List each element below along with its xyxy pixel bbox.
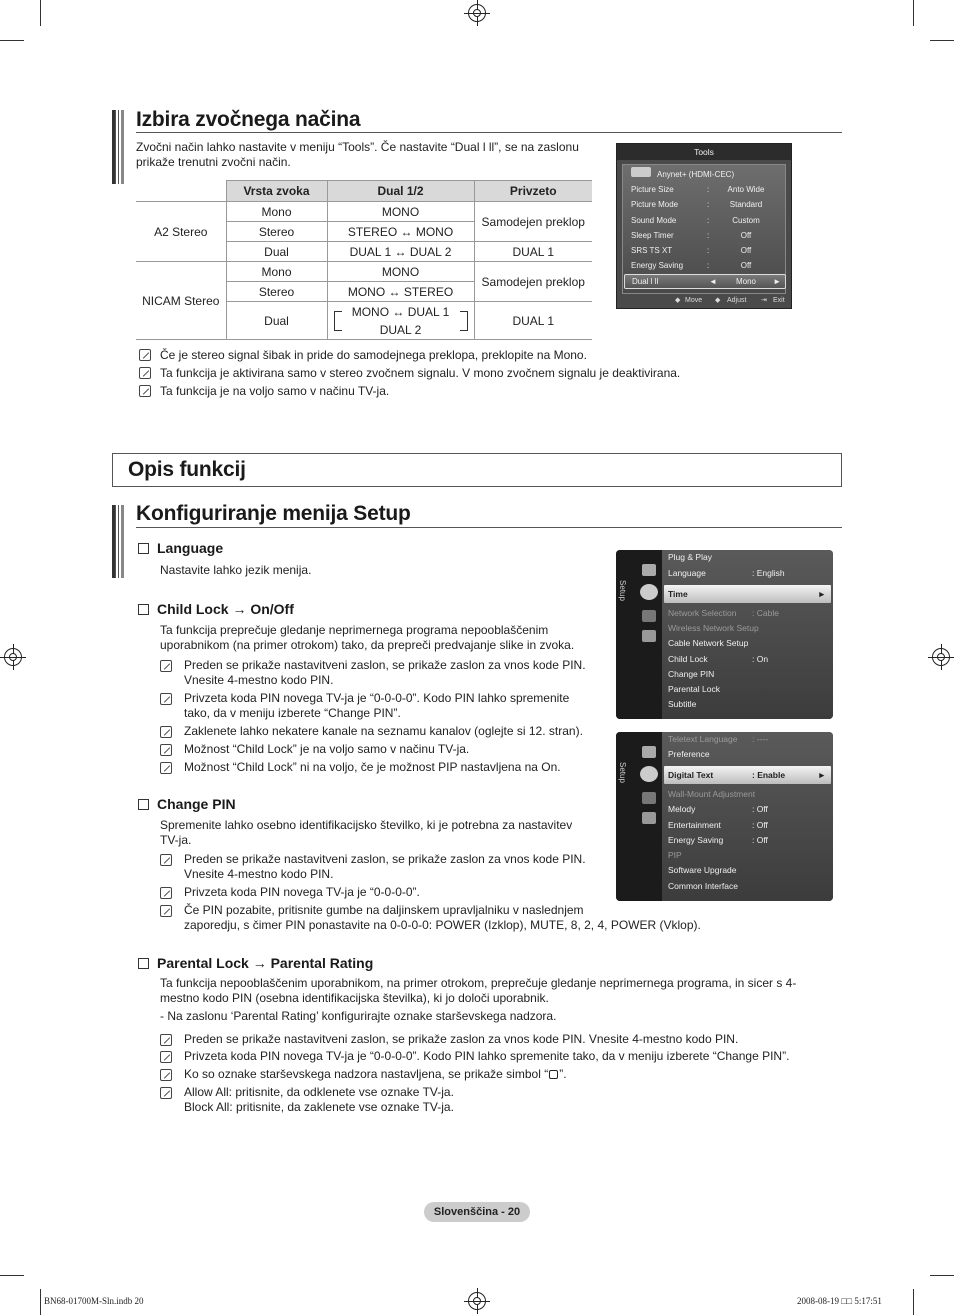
note-text: Preden se prikaže nastavitveni zaslon, se prikaže zaslon za vnos kode PIN. Vnesite 4-mestno kodo PIN.: [184, 1032, 739, 1046]
dual-cycle-top: MONO ↔ DUAL 1: [351, 304, 450, 319]
note-icon: [160, 762, 172, 774]
crop-mark: [930, 40, 954, 41]
note-text: Možnost “Child Lock” je na voljo samo v načinu TV-ja.: [184, 742, 470, 756]
sound-intro-text: Zvočni način lahko nastavite v meniju “Tools”. Če nastavite “Dual l ll”, se na zaslonu prikaže trenutni zvočni način.: [136, 140, 579, 169]
checkbox-icon: [138, 543, 149, 554]
table-cell: Mono: [226, 202, 327, 222]
lock-icon: [549, 1070, 558, 1079]
registration-mark-icon: [932, 648, 950, 666]
table-cell: MONO: [327, 262, 474, 282]
checkbox-icon: [138, 958, 149, 969]
subheading-child-lock: Child Lock → On/Off: [138, 601, 294, 617]
table-cell: Stereo: [226, 282, 327, 302]
subheading-language: Language: [138, 540, 223, 556]
note-icon: [160, 744, 172, 756]
application-icon: [642, 812, 656, 824]
table-cell: DUAL 1: [474, 242, 592, 262]
menu-item[interactable]: Subtitle: [668, 699, 697, 709]
heading-rule: [136, 527, 842, 528]
menu-item[interactable]: Common Interface: [668, 881, 738, 891]
menu-side-label: Setup: [618, 762, 627, 783]
heading-bar-mark: [112, 505, 124, 578]
menu-item[interactable]: Language : English: [668, 568, 785, 578]
crop-mark: [913, 0, 914, 26]
cycle-bracket: [460, 311, 468, 331]
note-text: Zaklenete lahko nekatere kanale na seznamu kanalov (oglejte si 12. stran).: [184, 724, 583, 738]
note-text: Ko so oznake starševskega nadzora nastavljena, se prikaže simbol “ ”.: [184, 1067, 567, 1081]
file-name-meta: BN68-01700M-Sln.indb 20: [44, 1296, 144, 1306]
note-text: Privzeta koda PIN novega TV-ja je “0-0-0-0”. Kodo PIN lahko spremenite tako, da v meniju izberete “Change PIN”.: [184, 1049, 790, 1063]
checkbox-icon: [138, 604, 149, 615]
heading-bar-mark: [112, 110, 124, 184]
tools-row: Anynet+ (HDMI-CEC): [657, 170, 735, 179]
table-cell: STEREO ↔ MONO: [327, 222, 474, 242]
setup-menu-screenshot-2: [616, 732, 833, 901]
parental-lock-dash-text: - Na zaslonu ‘Parental Rating’ konfigurirajte oznake starševskega nadzora.: [160, 1009, 557, 1023]
tools-row-selected[interactable]: Dual l ll ◄ Mono ►: [624, 274, 786, 289]
table-cell: NICAM Stereo: [136, 262, 226, 340]
tools-menu-screenshot: [616, 143, 792, 309]
tools-row: Picture Size : Anto Wide: [631, 185, 765, 194]
change-pin-text: Spremenite lahko osebno identifikacijsko številko, ki je potrebna za nastavitev TV-ja.: [160, 818, 573, 847]
picture-icon: [642, 746, 656, 758]
section-title-features: Opis funkcij: [128, 458, 246, 481]
menu-item[interactable]: Preference: [668, 749, 710, 759]
setup-menu-screenshot-1: [616, 550, 833, 719]
table-cell: Samodejen preklop: [474, 202, 592, 242]
table-cell: Dual: [226, 302, 327, 340]
note-icon: [160, 726, 172, 738]
note-icon: [139, 349, 151, 361]
note-text: Če je stereo signal šibak in pride do samodejnega preklopa, preklopite na Mono.: [160, 348, 587, 362]
table-cell: Dual: [226, 242, 327, 262]
table-cell: Stereo: [226, 222, 327, 242]
menu-item[interactable]: Cable Network Setup: [668, 638, 749, 648]
table-cell: DUAL 1: [474, 302, 592, 340]
registration-mark-icon: [468, 4, 486, 22]
menu-item[interactable]: Change PIN: [668, 669, 715, 679]
menu-item-disabled: Wall-Mount Adjustment: [668, 789, 756, 799]
table-header: Vrsta zvoka: [226, 181, 327, 202]
table-cell: Samodejen preklop: [474, 262, 592, 302]
note-text: Allow All: pritisnite, da odklenete vse oznake TV-ja. Block All: pritisnite, da zaklenete vse oznake TV-ja.: [184, 1085, 454, 1114]
menu-item-selected[interactable]: Digital Text : Enable ►: [664, 766, 831, 784]
note-icon: [160, 1051, 172, 1063]
table-cell: A2 Stereo: [136, 202, 226, 262]
table-header: Dual 1/2: [327, 181, 474, 202]
note-text: Privzeta koda PIN novega TV-ja je “0-0-0-0”.: [184, 885, 420, 899]
menu-sidebar: [616, 550, 662, 719]
tools-row: Sleep Timer : Off: [631, 231, 752, 240]
cycle-bracket: [334, 311, 342, 331]
exit-icon: ⇥: [761, 297, 767, 304]
menu-item-disabled: Network Selection : Cable: [668, 608, 779, 618]
parental-lock-text: Ta funkcija nepooblaščenim uporabnikom, na primer otrokom, preprečuje gledanje neprimernega programa, in sicer s 4- mestno kodo PIN (osebna identifikacijska številka), ki jo določi uporabnik.: [160, 976, 797, 1005]
subheading-parental-lock: Parental Lock → Parental Rating: [138, 955, 373, 971]
note-text: Ta funkcija je aktivirana samo v stereo zvočnem signalu. V mono zvočnem signalu je deaktivirana.: [160, 366, 681, 380]
note-icon: [139, 385, 151, 397]
table-header-empty: [136, 181, 226, 202]
note-icon: [160, 1087, 172, 1099]
menu-item-disabled: Wireless Network Setup: [668, 623, 759, 633]
menu-item[interactable]: Melody : Off: [668, 804, 768, 814]
picture-icon: [642, 564, 656, 576]
note-text: Ta funkcija je na voljo samo v načinu TV-ja.: [160, 384, 390, 398]
setup-gear-icon: [640, 766, 658, 782]
menu-item[interactable]: Parental Lock: [668, 684, 720, 694]
table-cell: MONO: [327, 202, 474, 222]
exit-label: Exit: [773, 297, 785, 304]
adjust-label: Adjust: [727, 297, 747, 304]
crop-mark: [913, 1289, 914, 1315]
language-text: Nastavite lahko jezik menija.: [160, 563, 312, 577]
move-label: Move: [685, 297, 703, 304]
heading-rule: [136, 132, 842, 133]
note-icon: [139, 367, 151, 379]
tools-row: Sound Mode : Custom: [631, 216, 760, 225]
sound-mode-table: [136, 180, 592, 340]
note-text: Možnost “Child Lock” ni na voljo, če je možnost PIP nastavljena na On.: [184, 760, 561, 774]
adjust-icon: ◆: [715, 297, 721, 304]
menu-item[interactable]: Software Upgrade: [668, 865, 737, 875]
crop-mark: [930, 1275, 954, 1276]
note-icon: [160, 854, 172, 866]
tools-row: SRS TS XT : Off: [631, 246, 752, 255]
child-lock-text: Ta funkcija preprečuje gledanje neprimernega programa nepooblaščenim uporabnikom (na primer otrokom) tako, da prepreči predvajanje slike in zvoka.: [160, 623, 575, 652]
menu-item-disabled: PIP: [668, 850, 682, 860]
section-title-setup: Konfiguriranje menija Setup: [136, 502, 411, 525]
table-cell: Mono: [226, 262, 327, 282]
setup-gear-icon: [640, 584, 658, 600]
print-date-meta: 2008-08-19 □□ 5:17:51: [797, 1296, 882, 1306]
note-icon: [160, 1034, 172, 1046]
note-text: Preden se prikaže nastavitveni zaslon, se prikaže zaslon za vnos kode PIN. Vnesite 4-mestno kodo PIN.: [184, 852, 586, 881]
note-icon: [160, 887, 172, 899]
section-title-sound-mode: Izbira zvočnega načina: [136, 108, 361, 131]
table-cell: DUAL 1 ↔ DUAL 2: [327, 242, 474, 262]
note-text: Če PIN pozabite, pritisnite gumbe na daljinskem upravljalniku v naslednjem zaporedju, s čimer PIN ponastavite na 0-0-0-0: POWER (Izklop), MUTE, 8, 2, 4, POWER (Vklop).: [184, 903, 701, 932]
page-number-badge: Slovenščina - 20: [424, 1202, 530, 1222]
tools-menu-footer: [617, 294, 791, 308]
note-text: Privzeta koda PIN novega TV-ja je “0-0-0-0”. Kodo PIN lahko spremenite tako, da v meniju izberete “Change PIN”.: [184, 691, 570, 720]
anynet-icon: [631, 167, 651, 177]
note-icon: [160, 1069, 172, 1081]
input-icon: [642, 610, 656, 622]
crop-mark: [40, 1289, 41, 1315]
crop-mark: [0, 1275, 24, 1276]
table-cell-dual-cycle: [327, 302, 474, 340]
registration-mark-icon: [468, 1292, 486, 1310]
menu-side-label: Setup: [618, 580, 627, 601]
menu-item[interactable]: Entertainment : Off: [668, 820, 768, 830]
dual-cycle-bottom: DUAL 2: [379, 322, 422, 337]
menu-item-selected[interactable]: Time ►: [664, 585, 831, 603]
tools-menu-title: Tools: [617, 144, 791, 160]
menu-sidebar: [616, 732, 662, 901]
move-icon: ◆: [675, 297, 681, 304]
input-icon: [642, 792, 656, 804]
subheading-change-pin: Change PIN: [138, 796, 236, 812]
table-header: Privzeto: [474, 181, 592, 202]
crop-mark: [0, 40, 24, 41]
tools-row: Energy Saving : Off: [631, 261, 752, 270]
note-icon: [160, 660, 172, 672]
note-text: Preden se prikaže nastavitveni zaslon, se prikaže zaslon za vnos kode PIN. Vnesite 4-mestno kodo PIN.: [184, 658, 586, 687]
registration-mark-icon: [4, 648, 22, 666]
note-icon: [160, 693, 172, 705]
table-cell: MONO ↔ STEREO: [327, 282, 474, 302]
menu-item[interactable]: Child Lock : On: [668, 654, 769, 664]
menu-item-disabled: Teletext Language : ----: [668, 734, 769, 744]
menu-item[interactable]: Plug & Play: [668, 552, 712, 562]
crop-mark: [40, 0, 41, 26]
application-icon: [642, 630, 656, 642]
tools-row: Picture Mode : Standard: [631, 200, 763, 209]
checkbox-icon: [138, 799, 149, 810]
note-icon: [160, 905, 172, 917]
menu-item[interactable]: Energy Saving : Off: [668, 835, 768, 845]
